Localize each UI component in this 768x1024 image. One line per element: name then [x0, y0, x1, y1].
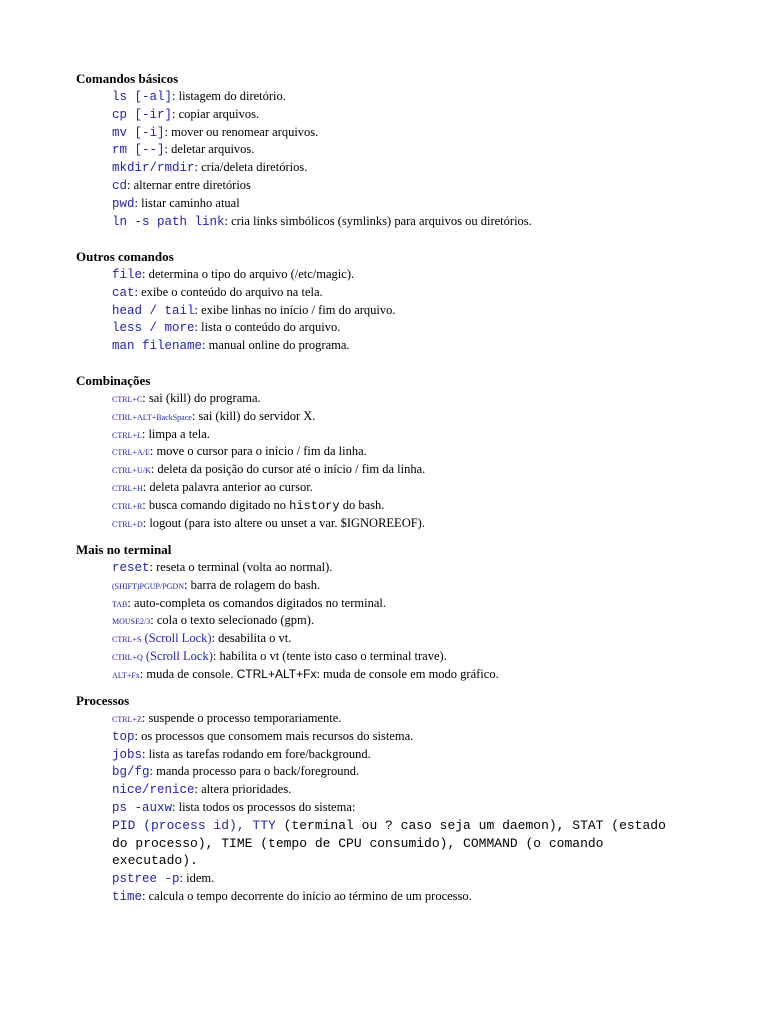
command-item-head-tail	[76, 302, 716, 320]
terminal-item-alt-fx	[76, 666, 716, 684]
command-description: : lista as tarefas rodando em fore/background.	[142, 746, 371, 761]
command-item-cp	[76, 106, 716, 124]
history-keyword: history	[289, 498, 340, 513]
command-description: : copiar arquivos.	[172, 106, 260, 121]
key-combo: MOUSE2/3	[112, 617, 151, 627]
command-item-ls	[76, 88, 716, 106]
combo-item-ctrl-r	[76, 497, 716, 515]
command-item-ln	[76, 213, 716, 231]
key-combo: CTRL+C	[112, 395, 143, 404]
combo-item-ctrl-a-e	[76, 443, 716, 461]
combo-item-ctrl-c	[76, 390, 716, 408]
command-name: mv [-i]	[112, 125, 165, 140]
key-combo: CTRL+D	[112, 519, 143, 529]
section-title: Processos	[76, 693, 130, 708]
command-item-cat	[76, 284, 716, 302]
section-title: Outros comandos	[76, 249, 174, 264]
process-item-top	[76, 728, 716, 746]
section-title: Combinações	[76, 373, 151, 388]
command-name: cp [-ir]	[112, 107, 173, 122]
command-name: less / more	[112, 321, 195, 336]
scroll-lock-label: (Scroll Lock)	[141, 631, 212, 646]
combo-item-ctrl-alt-backspace	[76, 408, 716, 426]
command-description: : reseta o terminal (volta ao normal).	[149, 560, 333, 574]
key-combo: CTRL+Z	[112, 715, 142, 724]
combo-description: : desabilita o vt.	[211, 631, 292, 646]
combo-item-ctrl-l	[76, 426, 716, 444]
scroll-lock-label: (Scroll Lock)	[142, 648, 213, 663]
command-description: : determina o tipo do arquivo (/etc/magic).	[142, 267, 355, 281]
command-name: cat	[112, 285, 135, 300]
combo-description: : logout (para isto altere ou unset a var. $IGNOREEOF).	[142, 515, 425, 530]
command-description: : listagem do diretório.	[172, 89, 286, 103]
command-description: : lista o conteúdo do arquivo.	[194, 320, 341, 335]
combo-description: : move o cursor para o início / fim da linha.	[149, 444, 367, 459]
combo-description: : sai (kill) do programa.	[142, 391, 261, 405]
section-basic-commands	[76, 70, 716, 230]
combo-item-ctrl-u-k	[76, 461, 716, 479]
command-description: : calcula o tempo decorrente do início ao término de um processo.	[142, 888, 472, 903]
key-combo: CTRL+L	[112, 430, 142, 440]
combo-description-tail: do bash.	[339, 497, 385, 512]
command-description: : os processos que consomem mais recursos do sistema.	[134, 728, 414, 743]
process-item-bg-fg	[76, 763, 716, 781]
terminal-item-pgup-pgdn	[76, 577, 716, 595]
command-description: : manda processo para o back/foreground.	[149, 764, 360, 779]
combo-description: : busca comando digitado no	[142, 497, 290, 512]
process-item-jobs	[76, 746, 716, 764]
command-item-cd	[76, 177, 716, 195]
combo-description: : suspende o processo temporariamente.	[141, 711, 342, 725]
command-name: file	[112, 268, 143, 282]
command-description: : deletar arquivos.	[164, 142, 255, 157]
section-title: Mais no terminal	[76, 542, 172, 557]
terminal-item-tab	[76, 595, 716, 613]
command-name: bg/fg	[112, 765, 150, 780]
command-name: reset	[112, 561, 150, 575]
key-combo: CTRL+H	[112, 483, 143, 493]
command-description: : idem.	[179, 871, 215, 886]
combo-item-ctrl-h	[76, 479, 716, 497]
process-item-nice	[76, 781, 716, 799]
command-name: ln -s path link	[112, 214, 225, 229]
command-name: pwd	[112, 196, 135, 211]
key-combo: CTRL+S	[112, 635, 142, 645]
command-name: ps -auxw	[112, 800, 173, 815]
ps-fields-description: (terminal ou ? caso seja um daemon), STAT (estado do processo), TIME (tempo de CPU consumido), COMMAND (o comando executado).	[112, 817, 666, 869]
combo-description-tail: : muda de console em modo gráfico.	[316, 666, 499, 681]
command-item-man	[76, 337, 716, 355]
combo-description: : muda de console.	[139, 666, 237, 681]
section-title: Comandos básicos	[76, 71, 179, 86]
combo-description: : habilita o vt (tente isto caso o terminal trave).	[212, 648, 447, 663]
command-item-less-more	[76, 319, 716, 337]
command-name: cd	[112, 178, 128, 193]
command-description: : exibe o conteúdo do arquivo na tela.	[134, 284, 323, 299]
combo-description: : barra de rolagem do bash.	[184, 577, 321, 592]
command-description: : listar caminho atual	[134, 195, 240, 210]
command-name: rm [--]	[112, 143, 165, 158]
key-combo: CTRL+ALT+BackSpace	[112, 412, 192, 422]
command-name: man filename	[112, 339, 203, 354]
command-description: : exibe linhas no início / fim do arquivo.	[194, 302, 396, 317]
section-terminal	[76, 541, 716, 684]
section-key-combinations	[76, 372, 716, 532]
command-description: : altera prioridades.	[194, 782, 292, 797]
command-item-mkdir	[76, 159, 716, 177]
command-item-file	[76, 266, 716, 284]
command-description: : manual online do programa.	[202, 338, 350, 353]
ctrl-alt-fx-label: CTRL+ALT+Fx	[236, 666, 317, 681]
key-combo: CTRL+R	[112, 501, 143, 511]
process-item-ps	[76, 799, 716, 817]
command-name: ls [-al]	[112, 90, 173, 104]
process-item-time	[76, 888, 716, 906]
combo-description: : deleta da posição do cursor até o início / fim da linha.	[150, 462, 426, 477]
command-name: time	[112, 889, 143, 904]
combo-description: : auto-completa os comandos digitados no terminal.	[127, 595, 386, 610]
terminal-item-ctrl-s	[76, 630, 716, 648]
command-name: mkdir/rmdir	[112, 161, 195, 176]
key-combo: CTRL+U/K	[112, 466, 151, 476]
key-combo: TAB	[112, 599, 128, 609]
command-description: : cria/deleta diretórios.	[194, 160, 308, 175]
terminal-item-reset	[76, 559, 716, 577]
terminal-item-mouse	[76, 612, 716, 630]
combo-description: : deleta palavra anterior ao cursor.	[142, 479, 313, 494]
key-combo: CTRL+Q	[112, 652, 143, 662]
command-item-pwd	[76, 195, 716, 213]
command-name: jobs	[112, 747, 143, 762]
command-name: head / tail	[112, 303, 195, 318]
process-item-ctrl-z	[76, 710, 716, 728]
combo-item-ctrl-d	[76, 515, 716, 533]
command-item-mv	[76, 124, 716, 142]
command-description: : lista todos os processos do sistema:	[172, 799, 356, 814]
command-name: top	[112, 729, 135, 744]
combo-description: : sai (kill) do servidor X.	[191, 408, 316, 423]
combo-description: : cola o texto selecionado (gpm).	[150, 613, 315, 628]
command-description: : mover ou renomear arquivos.	[164, 124, 319, 139]
process-item-pstree	[76, 870, 716, 888]
section-processes	[76, 692, 716, 906]
terminal-item-ctrl-q	[76, 648, 716, 666]
key-combo: CTRL+A/E	[112, 448, 150, 458]
key-combo: (SHIFT)PGUP/PGDN	[112, 581, 185, 591]
command-item-rm	[76, 141, 716, 159]
key-combo: ALT+Fx	[112, 670, 140, 680]
ps-output-fields	[76, 817, 684, 870]
command-name: pstree -p	[112, 872, 180, 887]
command-description: : alternar entre diretórios	[127, 177, 251, 192]
combo-description: : limpa a tela.	[141, 426, 210, 441]
command-description: : cria links simbólicos (symlinks) para arquivos ou diretórios.	[224, 213, 532, 228]
command-name: nice/renice	[112, 783, 195, 798]
section-other-commands	[76, 248, 716, 355]
ps-fields-highlight: PID (process id), TTY	[112, 817, 276, 833]
